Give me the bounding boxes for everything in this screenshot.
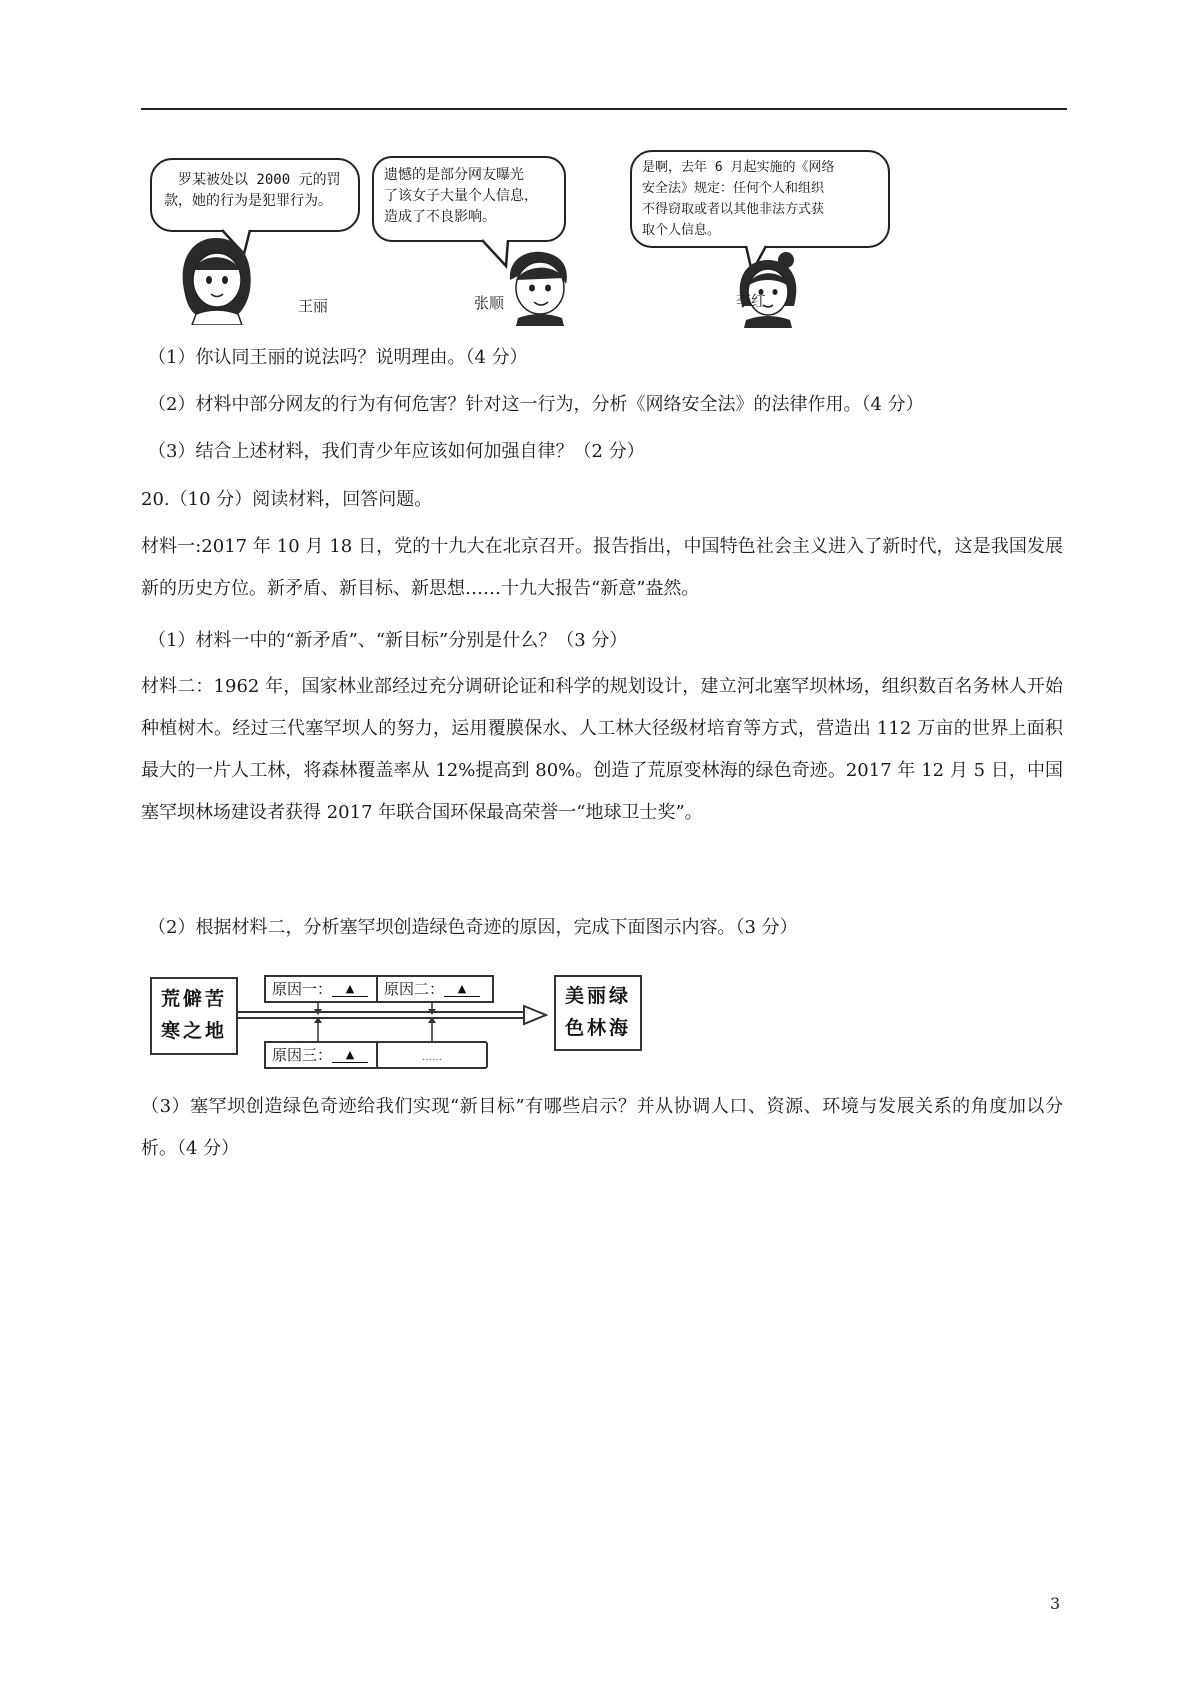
zhangshun-figure-icon xyxy=(498,246,578,326)
lihong-figure-icon xyxy=(728,250,808,328)
page-number: 3 xyxy=(1050,1594,1061,1613)
q19-subquestion-2: （2）材料中部分网友的行为有何危害？针对这一行为，分析《网络安全法》的法律作用。（4 分） xyxy=(148,394,924,415)
speech-bubble-wangli xyxy=(150,158,360,232)
speech-line: 是啊，去年 6 月起实施的《网络 xyxy=(642,160,835,175)
answer-blank: ▲ xyxy=(444,982,480,997)
q19-subquestion-3: （3）结合上述材料，我们青少年应该如何加强自律？（2 分） xyxy=(148,441,645,462)
zhangshun-name: 张顺 xyxy=(474,294,505,312)
wangli-figure-icon xyxy=(170,230,265,325)
lihong-name: 李红 xyxy=(736,292,767,310)
diagram-reason-1-box xyxy=(264,975,382,1003)
q19-subquestion-1: （1）你认同王丽的说法吗？说明理由。（4 分） xyxy=(148,347,528,368)
header-rule xyxy=(141,108,1067,110)
speech-line: 罗某被处以 2000 元的罚 xyxy=(178,172,341,188)
q20-subquestion-2: （2）根据材料二，分析塞罕坝创造绿色奇迹的原因，完成下面图示内容。（3 分） xyxy=(148,917,798,938)
diagram-end-line: 色林海 xyxy=(564,1017,631,1039)
q20-header: 20.（10 分）阅读材料，回答问题。 xyxy=(141,489,433,510)
reason-label: 原因三： xyxy=(272,1046,333,1064)
speech-line: 造成了不良影响。 xyxy=(384,209,496,225)
q20-subquestion-3: （3）塞罕坝创造绿色奇迹给我们实现“新目标”有哪些启示？并从协调人口、资源、环境与发展关系的角度加以分析。（4 分） xyxy=(141,1096,1063,1159)
reason-label: 原因一： xyxy=(272,980,333,998)
speech-line: 安全法》规定：任何个人和组织 xyxy=(642,181,825,196)
q20-material-2: 材料二：1962 年，国家林业部经过充分调研论证和科学的规划设计，建立河北塞罕坝林场，组织数百名务林人开始种植树木。经过三代塞罕坝人的努力，运用覆膜保水、人工林大径级材培育等方式，营造出 112 万亩的世界上面积最大的一片人工林，将森林覆盖率从 12%提高到 80%。创造了荒原变林海的绿色奇迹。2017 年 12 月 5 日，中国塞罕坝林场建设者获得 2017 年联合国环保最高荣誉一“地球卫士奖”。 xyxy=(141,676,1063,823)
wangli-name: 王丽 xyxy=(298,297,329,315)
speech-line: 了该女子大量个人信息， xyxy=(384,188,538,204)
answer-blank: ▲ xyxy=(332,982,368,997)
diagram-reason-2-box xyxy=(376,975,494,1003)
speech-line: 遗憾的是部分网友曝光 xyxy=(384,167,524,183)
diagram-end-line: 美丽绿 xyxy=(564,985,631,1007)
diagram-end-box xyxy=(554,975,642,1051)
answer-blank: ▲ xyxy=(332,1048,368,1063)
q20-material-1: 材料一:2017 年 10 月 18 日，党的十九大在北京召开。报告指出，中国特色社会主义进入了新时代，这是我国发展新的历史方位。新矛盾、新目标、新思想……十九大报告“新意”盎然。 xyxy=(141,536,1063,599)
q20-subquestion-1: （1）材料一中的“新矛盾”、“新目标”分别是什么？（3 分） xyxy=(148,630,628,651)
diagram-more-reasons-box xyxy=(376,1041,488,1069)
ellipsis: …… xyxy=(422,1052,442,1063)
cause-diagram xyxy=(150,965,650,1070)
reason-label: 原因二： xyxy=(384,980,445,998)
speech-line: 款，她的行为是犯罪行为。 xyxy=(164,193,332,209)
diagram-start-line: 荒僻苦 xyxy=(160,988,227,1010)
diagram-start-line: 寒之地 xyxy=(160,1020,227,1042)
cartoon-illustration xyxy=(150,150,910,325)
speech-bubble-lihong xyxy=(630,150,890,248)
speech-bubble-zhangshun xyxy=(372,156,566,242)
speech-line: 取个人信息。 xyxy=(642,223,721,238)
diagram-reason-3-box xyxy=(264,1041,382,1069)
speech-line: 不得窃取或者以其他非法方式获 xyxy=(642,202,825,217)
